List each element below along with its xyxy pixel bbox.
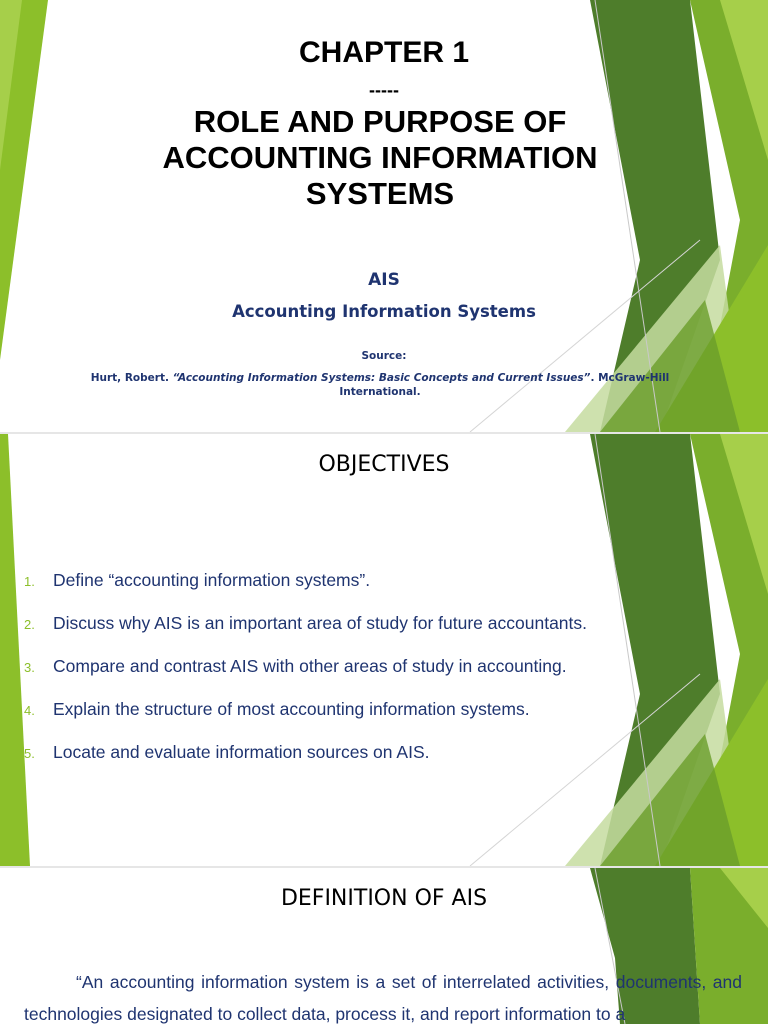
- list-text: Explain the structure of most accounting information systems.: [53, 699, 530, 719]
- list-number: 2.: [24, 617, 35, 632]
- heading-separator: -----: [369, 80, 399, 100]
- list-item: [24, 699, 664, 742]
- objectives-slide: [0, 434, 768, 866]
- list-item: [24, 613, 664, 656]
- list-item: [24, 742, 664, 785]
- list-item: [24, 656, 664, 699]
- citation-author: Hurt, Robert.: [90, 372, 173, 384]
- citation: [60, 371, 700, 399]
- definition-slide: [0, 868, 768, 1024]
- title-slide: [0, 0, 768, 432]
- chapter-heading: CHAPTER 1: [298, 36, 470, 69]
- slide-title: ROLE AND PURPOSE OF ACCOUNTING INFORMATION SYSTEMS: [162, 104, 598, 211]
- definition-text: “An accounting information system is a set of interrelated activities, documents, and technologies designated to collect data, process it, and report information to a: [24, 972, 742, 1024]
- list-text: Locate and evaluate information sources on AIS.: [53, 742, 430, 762]
- list-item: [24, 570, 664, 613]
- list-number: 5.: [24, 746, 35, 761]
- list-number: 3.: [24, 660, 35, 675]
- list-number: 1.: [24, 574, 35, 589]
- list-number: 4.: [24, 703, 35, 718]
- objectives-list: [24, 570, 664, 785]
- source-label: Source:: [361, 350, 407, 362]
- abbreviation: AIS: [368, 270, 400, 290]
- list-text: Discuss why AIS is an important area of study for future accountants.: [53, 613, 588, 633]
- citation-work: “Accounting Information Systems: Basic Concepts and Current Issues”: [172, 372, 591, 384]
- abbreviation-expansion: Accounting Information Systems: [232, 302, 536, 321]
- list-text: Define “accounting information systems”.: [53, 570, 371, 590]
- objectives-title: OBJECTIVES: [318, 452, 450, 477]
- citation-publisher: . McGraw-Hill International.: [339, 372, 670, 398]
- definition-title: DEFINITION OF AIS: [280, 886, 488, 911]
- list-text: Compare and contrast AIS with other areas of study in accounting.: [53, 656, 567, 676]
